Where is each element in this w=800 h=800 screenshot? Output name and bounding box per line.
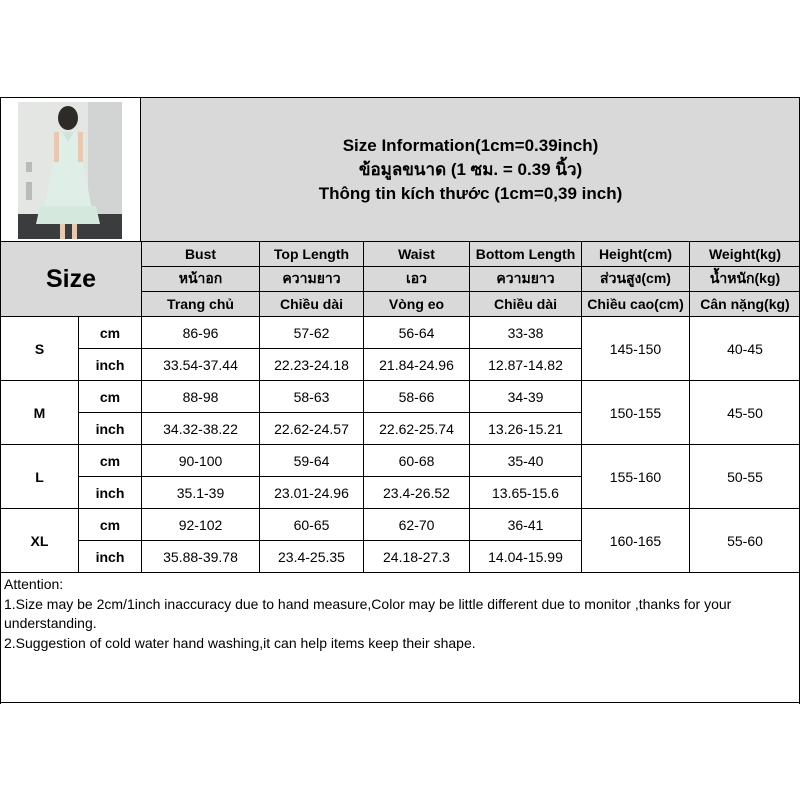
waist-cell: 60-68	[364, 445, 470, 477]
unit-label: inch	[79, 477, 142, 509]
bust-cell: 35.88-39.78	[142, 541, 260, 573]
size-table	[0, 241, 800, 573]
chart-header	[0, 98, 800, 241]
unit-label: cm	[79, 509, 142, 541]
bust-cell: 34.32-38.22	[142, 413, 260, 445]
unit-label: inch	[79, 541, 142, 573]
col-waist-en: Waist	[364, 242, 470, 267]
size-info-title-block	[141, 98, 800, 241]
waist-cell: 58-66	[364, 381, 470, 413]
waist-cell: 24.18-27.3	[364, 541, 470, 573]
col-waist-vi: Vòng eo	[364, 292, 470, 317]
col-bust-vi: Trang chủ	[142, 292, 260, 317]
top-length-cell: 22.23-24.18	[260, 349, 364, 381]
weight-cell: 45-50	[690, 381, 800, 445]
col-weight-en: Weight(kg)	[690, 242, 800, 267]
bottom-length-cell: 12.87-14.82	[470, 349, 582, 381]
bust-cell: 90-100	[142, 445, 260, 477]
bottom-length-cell: 35-40	[470, 445, 582, 477]
product-photo-cell	[0, 98, 141, 241]
height-cell: 155-160	[582, 445, 690, 509]
col-bottom-length-th: ความยาว	[470, 267, 582, 292]
unit-label: cm	[79, 317, 142, 349]
waist-cell: 21.84-24.96	[364, 349, 470, 381]
waist-cell: 23.4-26.52	[364, 477, 470, 509]
top-length-cell: 23.01-24.96	[260, 477, 364, 509]
col-waist-th: เอว	[364, 267, 470, 292]
col-height-th: ส่วนสูง(cm)	[582, 267, 690, 292]
bust-cell: 35.1-39	[142, 477, 260, 509]
col-weight-vi: Cân nặng(kg)	[690, 292, 800, 317]
unit-label: inch	[79, 413, 142, 445]
col-top-length-en: Top Length	[260, 242, 364, 267]
weight-cell: 55-60	[690, 509, 800, 573]
size-label: L	[1, 445, 79, 509]
title-thai: ข้อมูลขนาด (1 ซม. = 0.39 นิ้ว)	[358, 159, 583, 179]
waist-cell: 56-64	[364, 317, 470, 349]
col-top-length-th: ความยาว	[260, 267, 364, 292]
col-weight-th: น้ำหนัก(kg)	[690, 267, 800, 292]
unit-label: inch	[79, 349, 142, 381]
table-row	[1, 509, 800, 541]
size-label: M	[1, 381, 79, 445]
left-border	[0, 98, 1, 704]
top-length-cell: 58-63	[260, 381, 364, 413]
col-bottom-length-en: Bottom Length	[470, 242, 582, 267]
weight-cell: 50-55	[690, 445, 800, 509]
title-english: Size Information(1cm=0.39inch)	[342, 135, 599, 155]
top-length-cell: 22.62-24.57	[260, 413, 364, 445]
height-cell: 160-165	[582, 509, 690, 573]
height-cell: 150-155	[582, 381, 690, 445]
bust-cell: 86-96	[142, 317, 260, 349]
table-row	[1, 445, 800, 477]
col-height-vi: Chiều cao(cm)	[582, 292, 690, 317]
bottom-length-cell: 13.65-15.6	[470, 477, 582, 509]
top-length-cell: 57-62	[260, 317, 364, 349]
size-label: XL	[1, 509, 79, 573]
size-heading: Size	[1, 242, 142, 317]
waist-cell: 62-70	[364, 509, 470, 541]
col-height-en: Height(cm)	[582, 242, 690, 267]
top-length-cell: 59-64	[260, 445, 364, 477]
notes-heading: Attention:	[4, 576, 64, 592]
bottom-length-cell: 13.26-15.21	[470, 413, 582, 445]
unit-label: cm	[79, 381, 142, 413]
unit-label: cm	[79, 445, 142, 477]
bottom-length-cell: 33-38	[470, 317, 582, 349]
bust-cell: 88-98	[142, 381, 260, 413]
height-cell: 145-150	[582, 317, 690, 381]
col-top-length-vi: Chiều dài	[260, 292, 364, 317]
table-row	[1, 381, 800, 413]
col-bust-th: หน้าอก	[142, 267, 260, 292]
header-row-en	[1, 242, 800, 267]
title-vietnamese: Thông tin kích thước (1cm=0,39 inch)	[318, 183, 623, 203]
bottom-length-cell: 14.04-15.99	[470, 541, 582, 573]
bottom-length-cell: 34-39	[470, 381, 582, 413]
waist-cell: 22.62-25.74	[364, 413, 470, 445]
bust-cell: 33.54-37.44	[142, 349, 260, 381]
note-1: 1.Size may be 2cm/1inch inaccuracy due to hand measure,Color may be little different due to monitor ,thanks for your understanding.	[4, 595, 732, 631]
attention-notes	[4, 575, 796, 653]
top-length-cell: 23.4-25.35	[260, 541, 364, 573]
top-length-cell: 60-65	[260, 509, 364, 541]
bust-cell: 92-102	[142, 509, 260, 541]
weight-cell: 40-45	[690, 317, 800, 381]
table-row	[1, 317, 800, 349]
bottom-length-cell: 36-41	[470, 509, 582, 541]
col-bottom-length-vi: Chiều dài	[470, 292, 582, 317]
product-photo	[18, 102, 122, 239]
col-bust-en: Bust	[142, 242, 260, 267]
size-label: S	[1, 317, 79, 381]
note-2: 2.Suggestion of cold water hand washing,it can help items keep their shape.	[4, 634, 476, 651]
